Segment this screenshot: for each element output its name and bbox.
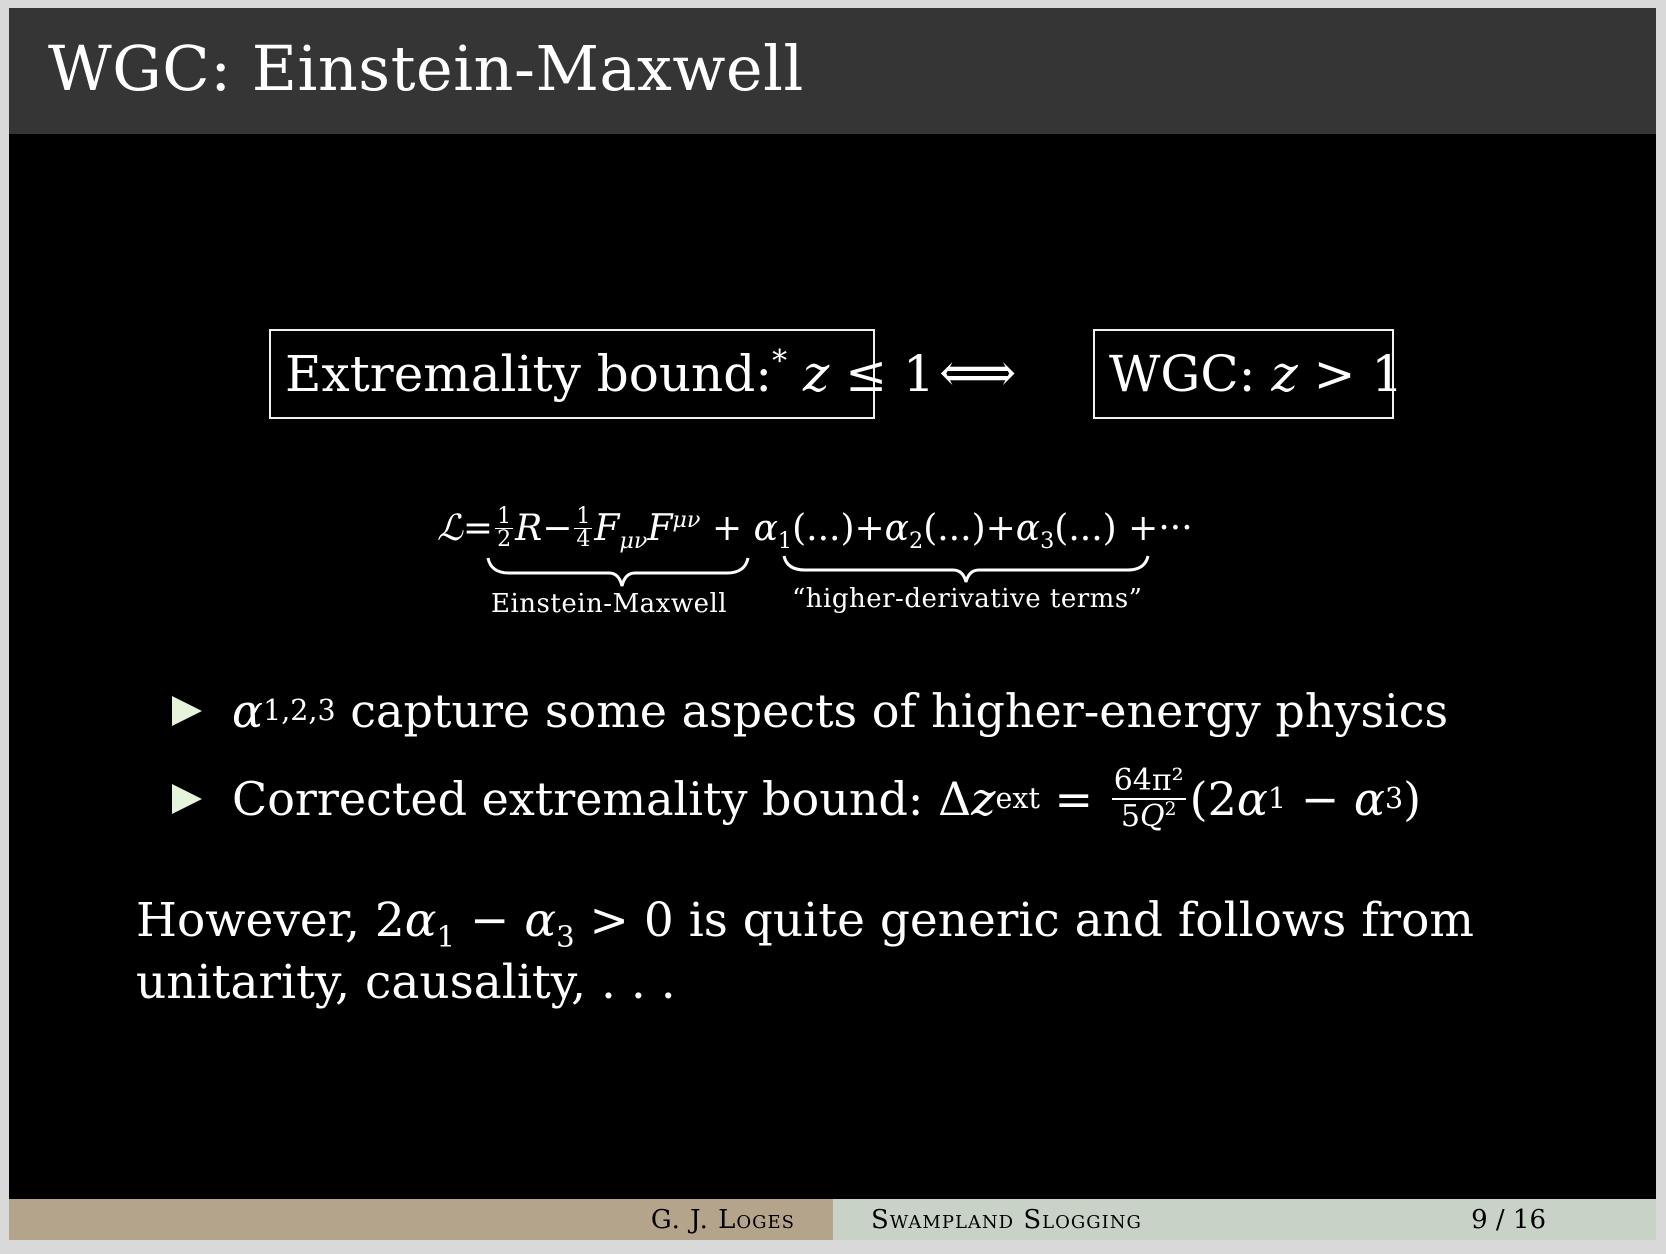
bullet-corrected-bound: Corrected extremality bound: Δ z ext = $\frac{\text{64π²}}{5Q^2}$ (2 α 1 − α 3 )	[172, 766, 1421, 832]
wgc-box	[1093, 329, 1404, 419]
alpha3-subscript: 3	[556, 919, 575, 954]
triangle-bullet-icon	[172, 696, 202, 726]
field-strength-upper: $F^{\mu\nu}$	[647, 506, 701, 549]
page-number: 9 / 16	[1471, 1204, 1546, 1235]
alpha1-subscript: 1	[436, 919, 456, 954]
alpha-symbol: α	[232, 684, 264, 738]
wgc-label: WGC:	[1109, 345, 1256, 403]
footer-author: G. J. Loges	[9, 1199, 833, 1240]
para-rest: > 0 is quite generic and follows from unitarity, causality, . . .	[136, 893, 1474, 1010]
title-bar	[9, 8, 1656, 134]
paren-open: (2	[1189, 772, 1237, 826]
bound-variable: z	[803, 345, 830, 403]
half-fraction	[495, 506, 513, 551]
bullet-text: Corrected extremality bound: Δ	[232, 772, 972, 826]
alpha1-term: $\alpha_1(...)+$	[753, 507, 885, 554]
para-prefix: However, 2	[136, 893, 405, 948]
z-symbol: z	[971, 772, 996, 826]
einstein-maxwell-brace	[488, 558, 748, 586]
alpha3-term: $\alpha_3(...)$	[1015, 507, 1117, 554]
slide	[9, 8, 1656, 1240]
wgc-relation: > 1	[1313, 345, 1404, 403]
slide-title: WGC: Einstein-Maxwell	[48, 32, 804, 105]
alpha1-symbol: α	[1236, 772, 1268, 826]
paren-close: )	[1403, 772, 1422, 826]
alpha3-symbol: α	[524, 893, 557, 948]
quarter-num: 1	[576, 504, 591, 529]
equals-sign: =	[1039, 772, 1108, 826]
bullet-alpha-capture: α 1,2,3 capture some aspects of higher-energy physics	[172, 688, 1448, 734]
alpha3-symbol: α	[1353, 772, 1385, 826]
conclusion-paragraph	[136, 890, 1556, 1014]
bullet-text: capture some aspects of higher-energy physics	[335, 684, 1449, 738]
footer-talk-title: Swampland Slogging	[871, 1204, 1142, 1235]
footer-bar	[9, 1199, 1656, 1240]
quarter-den: 4	[576, 527, 591, 552]
fraction-numerator: 64π²	[1113, 763, 1184, 798]
bound-relation: ≤ 1	[845, 345, 935, 403]
ricci-term: R−	[515, 507, 573, 549]
underbraces	[9, 8, 1656, 1240]
half-den: 2	[497, 527, 512, 552]
footer-right	[833, 1199, 1656, 1240]
plus-sign: +	[700, 507, 754, 549]
alpha2-term: $\alpha_2(...)+$	[884, 507, 1016, 554]
einstein-maxwell-label: Einstein-Maxwell	[491, 589, 728, 619]
correction-fraction	[1112, 763, 1186, 834]
bound-label: Extremality bound:	[285, 345, 773, 403]
alpha1-symbol: α	[404, 893, 437, 948]
triangle-bullet-icon	[172, 784, 202, 814]
minus-sign: −	[455, 893, 525, 948]
higher-derivative-brace	[784, 556, 1148, 582]
ellipsis-tail: +···	[1116, 507, 1193, 549]
wgc-variable: z	[1271, 345, 1298, 403]
fraction-denominator: $5Q^2$	[1120, 799, 1177, 834]
lagrangian-equation	[437, 504, 1193, 554]
quarter-fraction	[574, 506, 592, 551]
higher-derivative-label: “higher-derivative terms”	[792, 584, 1143, 614]
field-strength-lower: $F_{\mu\nu}$	[594, 507, 648, 554]
half-num: 1	[497, 504, 512, 529]
iff-arrow: ⟺	[939, 341, 1017, 404]
extremality-bound-box: Extremality bound: * z ≤ 1	[269, 329, 875, 419]
minus-sign: −	[1286, 772, 1354, 826]
lagrangian-lhs: ℒ=	[437, 507, 494, 549]
